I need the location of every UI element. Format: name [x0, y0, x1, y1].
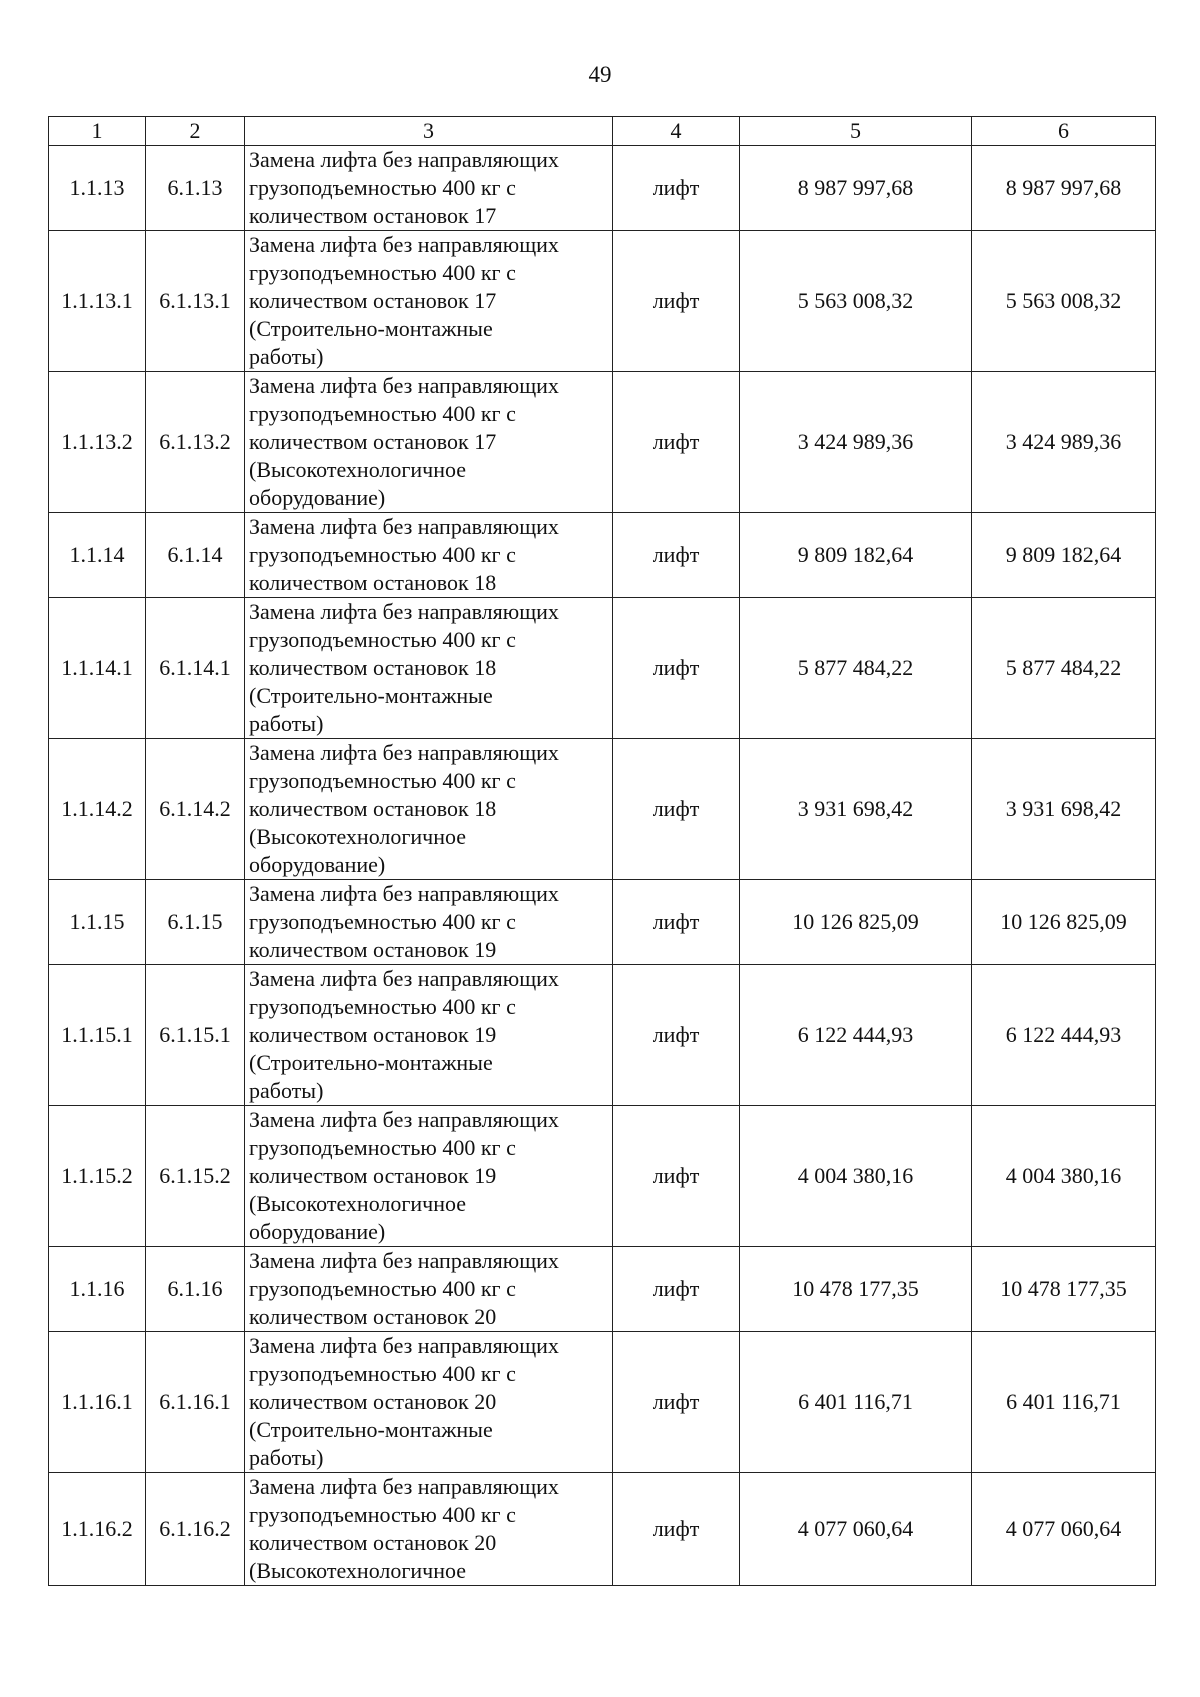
row-code-1: 1.1.14.2 — [49, 739, 146, 880]
row-unit: лифт — [613, 1332, 740, 1473]
description-line: Замена лифта без направляющих — [249, 966, 559, 991]
description-line: (Высокотехнологичное — [249, 824, 467, 849]
header-col-5: 5 — [740, 117, 972, 146]
description-line: количеством остановок 19 — [249, 1022, 497, 1047]
row-value-5: 10 126 825,09 — [740, 880, 972, 965]
row-value-6: 4 077 060,64 — [972, 1473, 1156, 1586]
row-description — [245, 372, 613, 513]
row-description — [245, 1247, 613, 1332]
row-code-2: 6.1.15.2 — [146, 1106, 245, 1247]
row-value-5: 6 401 116,71 — [740, 1332, 972, 1473]
description-line: оборудование) — [249, 852, 386, 877]
description-line: количеством остановок 17 — [249, 288, 497, 313]
description-line: Замена лифта без направляющих — [249, 1474, 559, 1499]
row-code-2: 6.1.13.1 — [146, 231, 245, 372]
description-line: грузоподъемностью 400 кг с — [249, 1135, 516, 1160]
description-line: работы) — [249, 711, 324, 736]
row-value-6: 10 126 825,09 — [972, 880, 1156, 965]
row-code-2: 6.1.15 — [146, 880, 245, 965]
row-description — [245, 965, 613, 1106]
description-line: Замена лифта без направляющих — [249, 1107, 559, 1132]
description-line: Замена лифта без направляющих — [249, 740, 559, 765]
row-value-6: 4 004 380,16 — [972, 1106, 1156, 1247]
row-value-5: 5 563 008,32 — [740, 231, 972, 372]
row-description — [245, 880, 613, 965]
row-code-1: 1.1.13.2 — [49, 372, 146, 513]
row-unit: лифт — [613, 372, 740, 513]
row-value-5: 9 809 182,64 — [740, 513, 972, 598]
header-col-3: 3 — [245, 117, 613, 146]
description-line: Замена лифта без направляющих — [249, 599, 559, 624]
row-value-6: 6 401 116,71 — [972, 1332, 1156, 1473]
row-description — [245, 146, 613, 231]
description-line: грузоподъемностью 400 кг с — [249, 542, 516, 567]
description-line: (Высокотехнологичное — [249, 457, 467, 482]
table-row — [49, 739, 1156, 880]
table-body — [49, 146, 1156, 1586]
row-value-6: 3 424 989,36 — [972, 372, 1156, 513]
description-line: грузоподъемностью 400 кг с — [249, 909, 516, 934]
row-description — [245, 1473, 613, 1586]
header-col-1: 1 — [49, 117, 146, 146]
row-unit: лифт — [613, 146, 740, 231]
description-line: грузоподъемностью 400 кг с — [249, 627, 516, 652]
row-code-2: 6.1.13.2 — [146, 372, 245, 513]
description-line: (Высокотехнологичное — [249, 1558, 467, 1583]
row-code-1: 1.1.15.2 — [49, 1106, 146, 1247]
description-line: количеством остановок 20 — [249, 1389, 497, 1414]
row-value-5: 8 987 997,68 — [740, 146, 972, 231]
row-value-5: 3 424 989,36 — [740, 372, 972, 513]
row-value-6: 3 931 698,42 — [972, 739, 1156, 880]
row-code-1: 1.1.15.1 — [49, 965, 146, 1106]
description-line: грузоподъемностью 400 кг с — [249, 401, 516, 426]
description-line: грузоподъемностью 400 кг с — [249, 1502, 516, 1527]
row-code-2: 6.1.14 — [146, 513, 245, 598]
table-row — [49, 1106, 1156, 1247]
row-unit: лифт — [613, 1247, 740, 1332]
table-row — [49, 1473, 1156, 1586]
row-value-5: 4 077 060,64 — [740, 1473, 972, 1586]
description-line: Замена лифта без направляющих — [249, 1248, 559, 1273]
description-line: количеством остановок 18 — [249, 570, 497, 595]
row-code-1: 1.1.16 — [49, 1247, 146, 1332]
table-row — [49, 880, 1156, 965]
row-description — [245, 1106, 613, 1247]
table-row — [49, 146, 1156, 231]
description-line: Замена лифта без направляющих — [249, 881, 559, 906]
description-line: (Строительно-монтажные — [249, 1417, 493, 1442]
row-value-5: 6 122 444,93 — [740, 965, 972, 1106]
description-line: количеством остановок 17 — [249, 429, 497, 454]
description-line: количеством остановок 19 — [249, 1163, 497, 1188]
row-unit: лифт — [613, 880, 740, 965]
row-unit: лифт — [613, 231, 740, 372]
table-row — [49, 1247, 1156, 1332]
description-line: (Высокотехнологичное — [249, 1191, 467, 1216]
description-line: Замена лифта без направляющих — [249, 1333, 559, 1358]
row-value-6: 9 809 182,64 — [972, 513, 1156, 598]
row-code-2: 6.1.16 — [146, 1247, 245, 1332]
row-code-1: 1.1.16.1 — [49, 1332, 146, 1473]
row-code-2: 6.1.13 — [146, 146, 245, 231]
description-line: Замена лифта без направляющих — [249, 147, 559, 172]
description-line: работы) — [249, 1078, 324, 1103]
description-line: грузоподъемностью 400 кг с — [249, 175, 516, 200]
row-description — [245, 598, 613, 739]
row-unit: лифт — [613, 965, 740, 1106]
description-line: работы) — [249, 344, 324, 369]
table-header — [49, 117, 1156, 146]
description-line: количеством остановок 18 — [249, 796, 497, 821]
header-col-6: 6 — [972, 117, 1156, 146]
description-line: количеством остановок 19 — [249, 937, 497, 962]
description-line: оборудование) — [249, 485, 386, 510]
description-line: Замена лифта без направляющих — [249, 373, 559, 398]
row-code-2: 6.1.15.1 — [146, 965, 245, 1106]
description-line: грузоподъемностью 400 кг с — [249, 994, 516, 1019]
description-line: количеством остановок 17 — [249, 203, 497, 228]
row-value-6: 6 122 444,93 — [972, 965, 1156, 1106]
row-description — [245, 231, 613, 372]
row-unit: лифт — [613, 739, 740, 880]
row-code-1: 1.1.14 — [49, 513, 146, 598]
row-code-1: 1.1.13 — [49, 146, 146, 231]
header-row — [49, 117, 1156, 146]
row-code-2: 6.1.16.2 — [146, 1473, 245, 1586]
row-code-2: 6.1.14.2 — [146, 739, 245, 880]
row-value-6: 5 563 008,32 — [972, 231, 1156, 372]
row-description — [245, 739, 613, 880]
header-col-2: 2 — [146, 117, 245, 146]
row-value-5: 4 004 380,16 — [740, 1106, 972, 1247]
table-row — [49, 372, 1156, 513]
description-line: грузоподъемностью 400 кг с — [249, 1361, 516, 1386]
table-row — [49, 965, 1156, 1106]
page-number: 49 — [588, 62, 612, 87]
row-unit: лифт — [613, 513, 740, 598]
row-code-1: 1.1.15 — [49, 880, 146, 965]
row-code-1: 1.1.16.2 — [49, 1473, 146, 1586]
row-unit: лифт — [613, 598, 740, 739]
description-line: (Строительно-монтажные — [249, 683, 493, 708]
description-line: грузоподъемностью 400 кг с — [249, 260, 516, 285]
row-value-6: 5 877 484,22 — [972, 598, 1156, 739]
row-value-5: 10 478 177,35 — [740, 1247, 972, 1332]
row-unit: лифт — [613, 1106, 740, 1247]
row-value-6: 10 478 177,35 — [972, 1247, 1156, 1332]
description-line: Замена лифта без направляющих — [249, 232, 559, 257]
table-row — [49, 1332, 1156, 1473]
data-table — [48, 116, 1156, 1586]
row-code-2: 6.1.16.1 — [146, 1332, 245, 1473]
description-line: количеством остановок 20 — [249, 1304, 497, 1329]
description-line: работы) — [249, 1445, 324, 1470]
row-code-1: 1.1.14.1 — [49, 598, 146, 739]
row-code-2: 6.1.14.1 — [146, 598, 245, 739]
row-value-5: 3 931 698,42 — [740, 739, 972, 880]
table-row — [49, 513, 1156, 598]
row-description — [245, 513, 613, 598]
row-description — [245, 1332, 613, 1473]
description-line: количеством остановок 18 — [249, 655, 497, 680]
row-code-1: 1.1.13.1 — [49, 231, 146, 372]
row-value-5: 5 877 484,22 — [740, 598, 972, 739]
table-row — [49, 231, 1156, 372]
description-line: Замена лифта без направляющих — [249, 514, 559, 539]
description-line: (Строительно-монтажные — [249, 1050, 493, 1075]
description-line: грузоподъемностью 400 кг с — [249, 768, 516, 793]
description-line: оборудование) — [249, 1219, 386, 1244]
description-line: (Строительно-монтажные — [249, 316, 493, 341]
description-line: количеством остановок 20 — [249, 1530, 497, 1555]
description-line: грузоподъемностью 400 кг с — [249, 1276, 516, 1301]
header-col-4: 4 — [613, 117, 740, 146]
row-unit: лифт — [613, 1473, 740, 1586]
row-value-6: 8 987 997,68 — [972, 146, 1156, 231]
table-row — [49, 598, 1156, 739]
